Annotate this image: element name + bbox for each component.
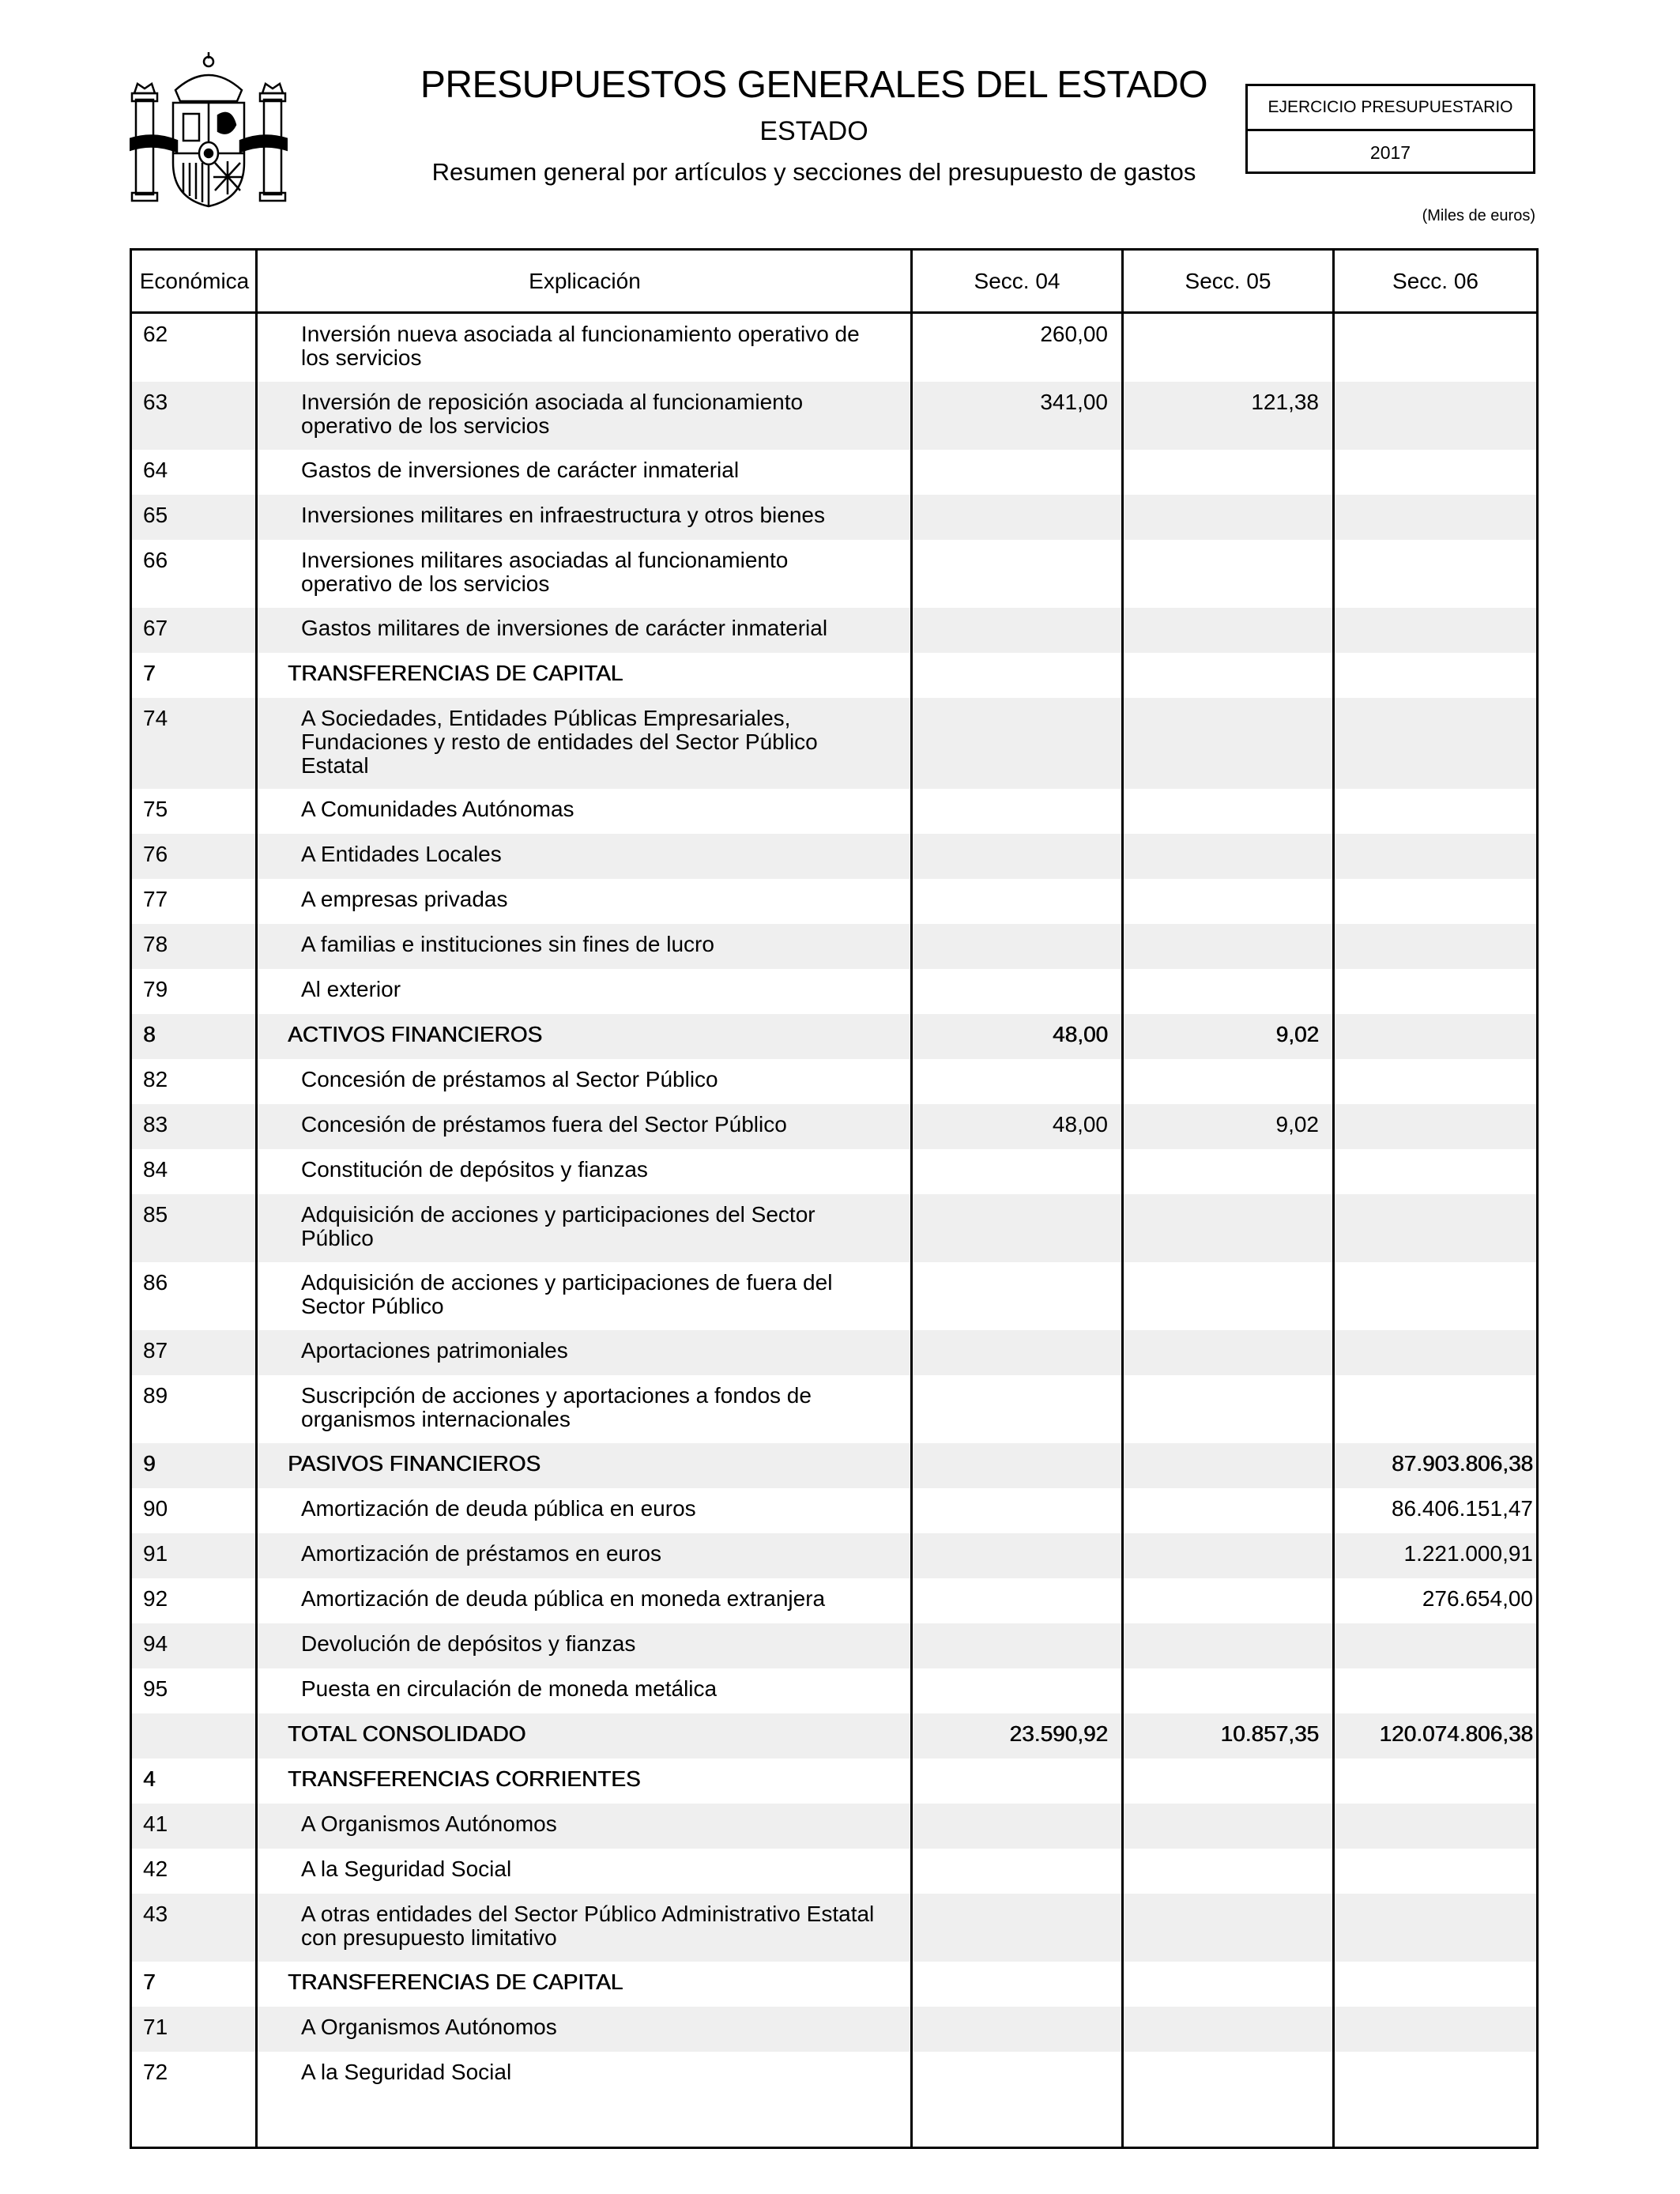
coat-of-arms-icon [130, 52, 288, 210]
row-code: 7 [143, 1970, 156, 1994]
row-code: 92 [143, 1586, 168, 1611]
table-row [132, 1804, 1536, 1849]
row-explanation: Concesión de préstamos al Sector Público [301, 1067, 718, 1091]
units-note: (Miles de euros) [1422, 207, 1535, 224]
row-secc-06-value [1332, 879, 1544, 888]
row-secc-04-value [910, 969, 1119, 978]
row-explanation: Inversiones militares asociadas al funcionamiento operativo de los servicios [301, 548, 789, 596]
row-secc-06-value [1332, 698, 1544, 707]
row-code: 87 [143, 1338, 168, 1363]
row-secc-06-value [1332, 450, 1544, 458]
row-secc-06-value: 120.074.806,38 [1379, 1721, 1533, 1746]
row-secc-04-value [910, 653, 1119, 662]
row-code: 67 [143, 616, 168, 640]
row-secc-06-value [1332, 1849, 1544, 1857]
row-explanation: A Organismos Autónomos [301, 1811, 557, 1836]
row-code: 75 [143, 797, 168, 821]
row-secc-06-value [1332, 540, 1544, 548]
row-secc-06-value [1332, 653, 1544, 662]
row-secc-04-value [910, 2007, 1119, 2015]
table-row [132, 1443, 1536, 1488]
row-code: 62 [143, 322, 168, 346]
row-secc-06-value [1332, 789, 1544, 797]
table-row [132, 789, 1536, 834]
row-secc-05-value [1121, 1330, 1330, 1339]
row-explanation: Amortización de préstamos en euros [301, 1541, 661, 1566]
row-secc-06-value: 87.903.806,38 [1391, 1451, 1533, 1476]
row-explanation: TOTAL CONSOLIDADO [288, 1721, 526, 1746]
row-explanation: A la Seguridad Social [301, 1857, 512, 1881]
page-subtitle: ESTADO [759, 116, 868, 146]
table-row [132, 314, 1536, 382]
row-explanation: ACTIVOS FINANCIEROS [288, 1022, 543, 1046]
row-secc-06-value [1332, 2052, 1544, 2060]
row-secc-06-value [1332, 969, 1544, 978]
column-divider [255, 251, 258, 2147]
row-code: 86 [143, 1270, 168, 1295]
row-secc-04-value [910, 924, 1119, 933]
row-secc-05-value [1121, 1375, 1330, 1384]
table-row [132, 834, 1536, 879]
row-secc-04-value [910, 789, 1119, 797]
row-secc-04-value [910, 1059, 1119, 1068]
row-secc-04-value: 48,00 [1052, 1022, 1108, 1046]
row-explanation: A Sociedades, Entidades Públicas Empresariales, Fundaciones y resto de entidades del Sector Público Estatal [301, 706, 818, 778]
row-secc-05-value [1121, 608, 1330, 616]
row-explanation: PASIVOS FINANCIEROS [288, 1451, 541, 1476]
table-row [132, 879, 1536, 924]
row-secc-05-value [1121, 1759, 1330, 1767]
table-row [132, 540, 1536, 608]
row-secc-05-value: 9,02 [1275, 1112, 1319, 1137]
table-row [132, 1713, 1536, 1759]
row-explanation: A empresas privadas [301, 887, 508, 911]
row-secc-05-value [1121, 1194, 1330, 1203]
row-code: 91 [143, 1541, 168, 1566]
row-code: 90 [143, 1496, 168, 1521]
row-secc-06-value [1332, 924, 1544, 933]
row-secc-05-value [1121, 789, 1330, 797]
row-secc-04-value [910, 1668, 1119, 1677]
row-explanation: A la Seguridad Social [301, 2060, 512, 2084]
row-explanation: TRANSFERENCIAS DE CAPITAL [288, 1970, 623, 1994]
table-row [132, 1014, 1536, 1059]
row-code: 65 [143, 503, 168, 527]
table-row [132, 495, 1536, 540]
row-secc-06-value [1332, 1262, 1544, 1271]
table-row [132, 1375, 1536, 1443]
column-divider [910, 251, 913, 2147]
row-secc-05-value [1121, 969, 1330, 978]
table-row [132, 653, 1536, 698]
row-secc-05-value [1121, 924, 1330, 933]
row-code: 78 [143, 932, 168, 956]
row-explanation: Constitución de depósitos y fianzas [301, 1157, 648, 1182]
row-secc-04-value: 341,00 [1040, 390, 1108, 414]
row-secc-04-value [910, 1533, 1119, 1542]
row-code: 89 [143, 1383, 168, 1408]
page-description: Resumen general por artículos y secciones del presupuesto de gastos [431, 158, 1196, 186]
row-code: 64 [143, 458, 168, 482]
table-row [132, 1668, 1536, 1713]
row-secc-06-value [1332, 495, 1544, 503]
row-code: 84 [143, 1157, 168, 1182]
row-explanation: Devolución de depósitos y fianzas [301, 1631, 636, 1656]
row-secc-04-value [910, 1759, 1119, 1767]
row-secc-05-value [1121, 653, 1330, 662]
row-secc-06-value [1332, 1014, 1544, 1023]
row-explanation: Aportaciones patrimoniales [301, 1338, 568, 1363]
table-row [132, 2007, 1536, 2052]
row-explanation: TRANSFERENCIAS CORRIENTES [288, 1766, 641, 1791]
row-code: 83 [143, 1112, 168, 1137]
row-explanation: Amortización de deuda pública en moneda extranjera [301, 1586, 826, 1611]
row-explanation: A otras entidades del Sector Público Administrativo Estatal con presupuesto limitativo [301, 1902, 875, 1950]
table-row [132, 1578, 1536, 1623]
table-row [132, 382, 1536, 450]
row-secc-04-value [910, 1262, 1119, 1271]
row-secc-05-value [1121, 1894, 1330, 1902]
row-explanation: TRANSFERENCIAS DE CAPITAL [288, 661, 623, 685]
budget-table [130, 248, 1539, 2149]
table-row [132, 1623, 1536, 1668]
row-secc-05-value [1121, 1849, 1330, 1857]
row-code: 71 [143, 2015, 168, 2039]
row-secc-04-value [910, 608, 1119, 616]
column-header-explicacion: Explicación [529, 268, 641, 293]
row-secc-06-value: 86.406.151,47 [1391, 1496, 1533, 1521]
table-row [132, 450, 1536, 495]
table-row [132, 608, 1536, 653]
row-secc-04-value: 23.590,92 [1009, 1721, 1108, 1746]
row-explanation: Puesta en circulación de moneda metálica [301, 1676, 718, 1701]
row-secc-05-value [1121, 834, 1330, 843]
row-secc-05-value [1121, 879, 1330, 888]
row-secc-04-value [910, 1962, 1119, 1970]
row-secc-04-value [910, 1194, 1119, 1203]
row-code: 9 [143, 1451, 156, 1476]
row-secc-04-value [910, 1804, 1119, 1812]
row-secc-05-value: 9,02 [1275, 1022, 1319, 1046]
row-secc-04-value [910, 1578, 1119, 1587]
table-row [132, 1849, 1536, 1894]
row-explanation: Inversión nueva asociada al funcionamiento operativo de los servicios [301, 322, 860, 370]
row-secc-04-value [910, 698, 1119, 707]
row-secc-06-value [1332, 1330, 1544, 1339]
column-header-secc-05: Secc. 05 [1185, 268, 1271, 293]
row-secc-05-value [1121, 698, 1330, 707]
table-row [132, 1059, 1536, 1104]
row-secc-05-value: 10.857,35 [1220, 1721, 1319, 1746]
row-explanation: Suscripción de acciones y aportaciones a fondos de organismos internacionales [301, 1383, 812, 1431]
row-secc-06-value [1332, 1804, 1544, 1812]
table-row [132, 1962, 1536, 2007]
table-row [132, 1330, 1536, 1375]
row-secc-04-value [910, 1375, 1119, 1384]
table-row [132, 1759, 1536, 1804]
row-secc-05-value [1121, 450, 1330, 458]
row-code: 85 [143, 1202, 168, 1227]
ejercicio-year: 2017 [1369, 141, 1411, 163]
table-row [132, 969, 1536, 1014]
table-row [132, 2052, 1536, 2097]
row-explanation: A familias e instituciones sin fines de lucro [301, 932, 714, 956]
table-row [132, 698, 1536, 789]
row-secc-05-value: 121,38 [1251, 390, 1319, 414]
row-secc-06-value [1332, 1059, 1544, 1068]
row-secc-05-value [1121, 1443, 1330, 1452]
row-explanation: Amortización de deuda pública en euros [301, 1496, 696, 1521]
row-secc-04-value [910, 2052, 1119, 2060]
row-code: 43 [143, 1902, 168, 1926]
row-secc-05-value [1121, 1623, 1330, 1632]
row-explanation: Inversión de reposición asociada al funcionamiento operativo de los servicios [301, 390, 804, 438]
row-secc-06-value [1332, 1104, 1544, 1113]
row-secc-04-value [910, 495, 1119, 503]
table-header [132, 251, 1536, 314]
row-explanation: Adquisición de acciones y participaciones del Sector Público [301, 1202, 816, 1250]
row-secc-06-value [1332, 2007, 1544, 2015]
row-code: 95 [143, 1676, 168, 1701]
ejercicio-label: EJERCICIO PRESUPUESTARIO [1248, 86, 1533, 131]
row-code: 7 [143, 661, 156, 685]
row-secc-04-value [910, 1149, 1119, 1158]
row-explanation: Gastos militares de inversiones de carácter inmaterial [301, 616, 828, 640]
row-secc-05-value [1121, 1059, 1330, 1068]
table-row [132, 1894, 1536, 1962]
row-secc-06-value [1332, 1375, 1544, 1384]
row-secc-04-value: 48,00 [1052, 1112, 1108, 1137]
row-secc-06-value [1332, 608, 1544, 616]
row-secc-04-value [910, 1894, 1119, 1902]
row-explanation: Al exterior [301, 977, 401, 1001]
table-row [132, 1533, 1536, 1578]
row-explanation: Adquisición de acciones y participaciones de fuera del Sector Público [301, 1270, 833, 1318]
row-secc-06-value [1332, 1668, 1544, 1677]
title-block [332, 63, 1296, 188]
row-secc-04-value [910, 1443, 1119, 1452]
row-secc-06-value [1332, 1149, 1544, 1158]
row-secc-05-value [1121, 1578, 1330, 1587]
row-secc-04-value [910, 879, 1119, 888]
ejercicio-box [1245, 84, 1535, 174]
row-secc-04-value [910, 1623, 1119, 1632]
row-explanation: Gastos de inversiones de carácter inmaterial [301, 458, 740, 482]
row-secc-06-value: 1.221.000,91 [1403, 1541, 1533, 1566]
row-secc-06-value [1332, 382, 1544, 390]
row-secc-04-value [910, 834, 1119, 843]
row-code: 74 [143, 706, 168, 730]
row-secc-04-value [910, 1330, 1119, 1339]
row-code: 66 [143, 548, 168, 572]
row-code: 76 [143, 842, 168, 866]
row-explanation: Inversiones militares en infraestructura y otros bienes [301, 503, 825, 527]
row-secc-05-value [1121, 1262, 1330, 1271]
row-secc-04-value [910, 450, 1119, 458]
row-secc-06-value [1332, 314, 1544, 322]
table-body [132, 314, 1536, 2097]
page-title: PRESUPUESTOS GENERALES DEL ESTADO [420, 64, 1208, 106]
row-code: 8 [143, 1022, 156, 1046]
row-secc-05-value [1121, 2007, 1330, 2015]
row-code: 79 [143, 977, 168, 1001]
column-divider [1121, 251, 1124, 2147]
row-code: 4 [143, 1766, 156, 1791]
row-secc-05-value [1121, 1149, 1330, 1158]
table-row [132, 1488, 1536, 1533]
table-row [132, 924, 1536, 969]
row-secc-06-value [1332, 834, 1544, 843]
row-secc-04-value [910, 1849, 1119, 1857]
row-secc-05-value [1121, 1668, 1330, 1677]
row-secc-04-value [910, 1488, 1119, 1497]
row-code: 63 [143, 390, 168, 414]
row-secc-06-value [1332, 1623, 1544, 1632]
row-secc-06-value [1332, 1962, 1544, 1970]
row-secc-06-value [1332, 1759, 1544, 1767]
row-code: 42 [143, 1857, 168, 1881]
row-explanation: A Entidades Locales [301, 842, 502, 866]
column-header-secc-04: Secc. 04 [974, 268, 1060, 293]
column-header-economica: Económica [139, 268, 250, 293]
row-secc-05-value [1121, 495, 1330, 503]
row-secc-05-value [1121, 314, 1330, 322]
row-code: 94 [143, 1631, 168, 1656]
row-code: 72 [143, 2060, 168, 2084]
row-secc-04-value: 260,00 [1040, 322, 1108, 346]
row-code: 77 [143, 887, 168, 911]
row-secc-05-value [1121, 1804, 1330, 1812]
row-code: 82 [143, 1067, 168, 1091]
row-explanation: Concesión de préstamos fuera del Sector Público [301, 1112, 787, 1137]
column-header-secc-06: Secc. 06 [1392, 268, 1478, 293]
row-secc-04-value [910, 540, 1119, 548]
row-secc-06-value [1332, 1894, 1544, 1902]
row-secc-05-value [1121, 1962, 1330, 1970]
table-row [132, 1104, 1536, 1149]
row-secc-06-value [1332, 1194, 1544, 1203]
row-secc-05-value [1121, 2052, 1330, 2060]
row-secc-05-value [1121, 1488, 1330, 1497]
row-code: 41 [143, 1811, 168, 1836]
row-secc-05-value [1121, 1533, 1330, 1542]
row-secc-06-value: 276.654,00 [1422, 1586, 1533, 1611]
row-explanation: A Organismos Autónomos [301, 2015, 557, 2039]
table-row [132, 1194, 1536, 1262]
column-divider [1332, 251, 1335, 2147]
row-secc-05-value [1121, 540, 1330, 548]
table-row [132, 1149, 1536, 1194]
table-row [132, 1262, 1536, 1330]
row-explanation: A Comunidades Autónomas [301, 797, 574, 821]
